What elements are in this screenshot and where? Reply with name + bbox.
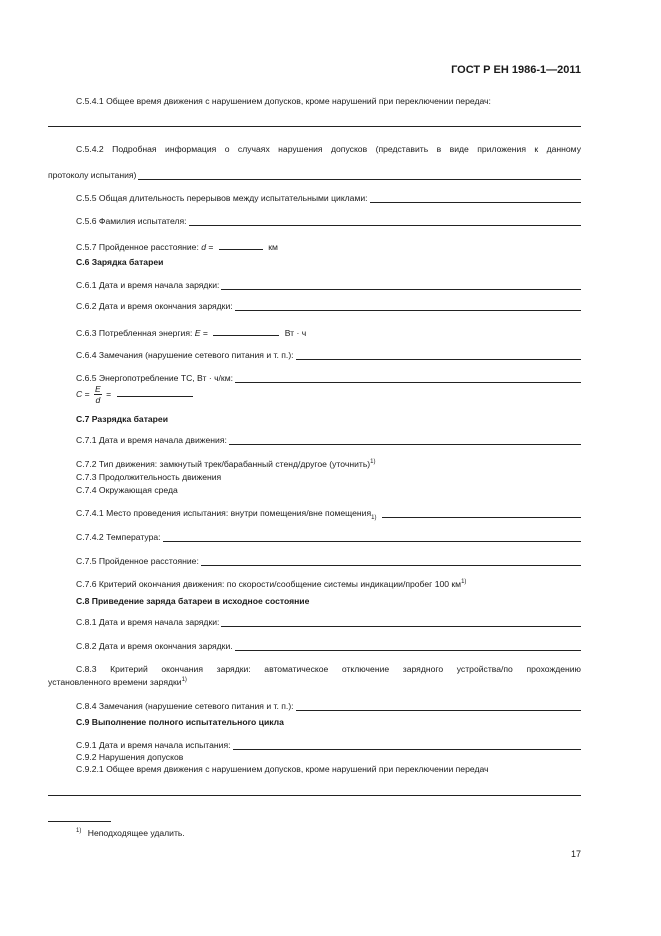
section-c7: C.7 Разрядка батареи — [76, 414, 168, 424]
item-c55-text: C.5.5 Общая длительность перерывов между испытательными циклами: — [76, 193, 368, 203]
equals-sign: = — [202, 328, 208, 338]
blank-field — [235, 373, 581, 383]
item-c81 — [76, 617, 581, 627]
item-c83-cont-text: установленного времени зарядки — [48, 677, 182, 687]
item-c73: C.7.3 Продолжительность движения — [76, 472, 222, 482]
blank-field — [219, 240, 263, 250]
footnote-ref: 1) — [181, 677, 187, 684]
item-c741: C.7.4.1 Место проведения испытания: внутри помещения/вне помещения 1) — [76, 508, 581, 518]
item-c65 — [76, 373, 581, 383]
footnote-ref: 1) — [461, 579, 467, 586]
symbol-c: C — [76, 388, 83, 399]
footnote — [76, 828, 185, 838]
item-c75-text: C.7.5 Пройденное расстояние: — [76, 556, 199, 566]
unit-km: км — [268, 242, 278, 252]
fraction-denominator: d — [95, 395, 101, 405]
blank-field — [117, 387, 193, 397]
blank-field — [213, 326, 279, 336]
item-c62 — [76, 301, 581, 311]
item-c91-text: C.9.1 Дата и время начала испытания: — [76, 740, 231, 750]
unit-wh: Вт · ч — [284, 328, 307, 338]
symbol-d: d — [201, 242, 207, 252]
item-c56-text: C.5.6 Фамилия испытателя: — [76, 216, 187, 226]
item-c92: C.9.2 Нарушения допусков — [76, 752, 184, 762]
footnote-text: Неподходящее удалить. — [87, 828, 185, 838]
item-c542-cont — [48, 170, 581, 180]
item-c63-text: C.6.3 Потребленная энергия: — [76, 328, 193, 338]
blank-field — [138, 170, 581, 180]
item-c91 — [76, 740, 581, 750]
item-c61 — [76, 280, 581, 290]
item-c74: C.7.4 Окружающая среда — [76, 485, 178, 495]
item-c76-text: C.7.6 Критерий окончания движения: по скорости/сообщение системы индикации/пробег 100 км — [76, 579, 462, 589]
item-c84-text: C.8.4 Замечания (нарушение сетевого питания и т. п.): — [76, 701, 294, 711]
item-c83-cont — [48, 677, 581, 687]
item-c921: C.9.2.1 Общее время движения с нарушением допусков, кроме нарушений при переключении передач — [76, 764, 489, 774]
item-c57 — [76, 240, 581, 252]
footnote-ref: 1) — [370, 459, 376, 466]
document-header: ГОСТ Р ЕН 1986-1—2011 — [451, 64, 581, 76]
section-c9: C.9 Выполнение полного испытательного цикла — [76, 717, 284, 727]
item-c81-text: C.8.1 Дата и время начала зарядки: — [76, 617, 220, 627]
fraction — [94, 384, 102, 405]
item-c61-text: C.6.1 Дата и время начала зарядки: — [76, 280, 220, 290]
item-c76 — [76, 579, 581, 589]
item-c55 — [76, 193, 581, 203]
item-c72-text: C.7.2 Тип движения: замкнутый трек/барабанный стенд/другое (уточнить) — [76, 459, 371, 469]
equals-sign: = — [208, 242, 214, 252]
item-c82 — [76, 641, 581, 651]
item-c65-text: C.6.5 Энергопотребление ТС, Вт · ч/км: — [76, 373, 233, 383]
item-c62-text: C.6.2 Дата и время окончания зарядки: — [76, 301, 233, 311]
item-c541: C.5.4.1 Общее время движения с нарушением допусков, кроме нарушений при переключении передач: — [76, 96, 491, 106]
footnote-mark: 1) — [76, 828, 82, 835]
item-c742 — [76, 532, 581, 542]
footnote-separator — [48, 821, 111, 822]
equals-sign: = — [106, 388, 112, 399]
item-c84 — [76, 701, 581, 711]
item-c83: C.8.3 Критерий окончания зарядки: автоматическое отключение зарядного устройства/по прохождению — [76, 664, 581, 674]
blank-field — [382, 508, 581, 518]
item-c742-text: C.7.4.2 Температура: — [76, 532, 161, 542]
section-c8: C.8 Приведение заряда батареи в исходное состояние — [76, 596, 310, 606]
equals-sign: = — [84, 388, 90, 399]
item-c71 — [76, 435, 581, 445]
blank-line — [48, 126, 581, 127]
blank-field — [296, 350, 581, 360]
blank-field — [163, 532, 581, 542]
blank-field — [229, 435, 581, 445]
blank-field — [235, 641, 581, 651]
section-c6: C.6 Зарядка батареи — [76, 257, 164, 267]
item-c542: C.5.4.2 Подробная информация о случаях нарушения допусков (представить в виде приложения к данному — [76, 144, 581, 154]
item-c82-text: C.8.2 Дата и время окончания зарядки. — [76, 641, 233, 651]
item-c64-text: C.6.4 Замечания (нарушение сетевого питания и т. п.): — [76, 350, 294, 360]
blank-field — [296, 701, 581, 711]
page-number: 17 — [570, 849, 581, 859]
fraction-numerator: E — [95, 384, 101, 394]
item-c75 — [76, 556, 581, 566]
blank-field — [370, 193, 581, 203]
item-c542-cont-text: протоколу испытания) — [48, 170, 137, 180]
blank-field — [221, 617, 581, 627]
formula-c — [76, 384, 581, 405]
symbol-e: E — [194, 328, 201, 338]
blank-line — [48, 795, 581, 796]
blank-field — [235, 301, 581, 311]
blank-field — [189, 216, 581, 226]
blank-field — [221, 280, 581, 290]
blank-field — [201, 556, 581, 566]
item-c72 — [76, 459, 581, 469]
blank-field — [233, 740, 581, 750]
item-c71-text: C.7.1 Дата и время начала движения: — [76, 435, 227, 445]
item-c57-text: C.5.7 Пройденное расстояние: — [76, 242, 199, 252]
item-c56 — [76, 216, 581, 226]
item-c63 — [76, 326, 581, 338]
item-c64 — [76, 350, 581, 360]
item-c741-text: C.7.4.1 Место проведения испытания: внутри помещения/вне помещения — [76, 508, 372, 518]
